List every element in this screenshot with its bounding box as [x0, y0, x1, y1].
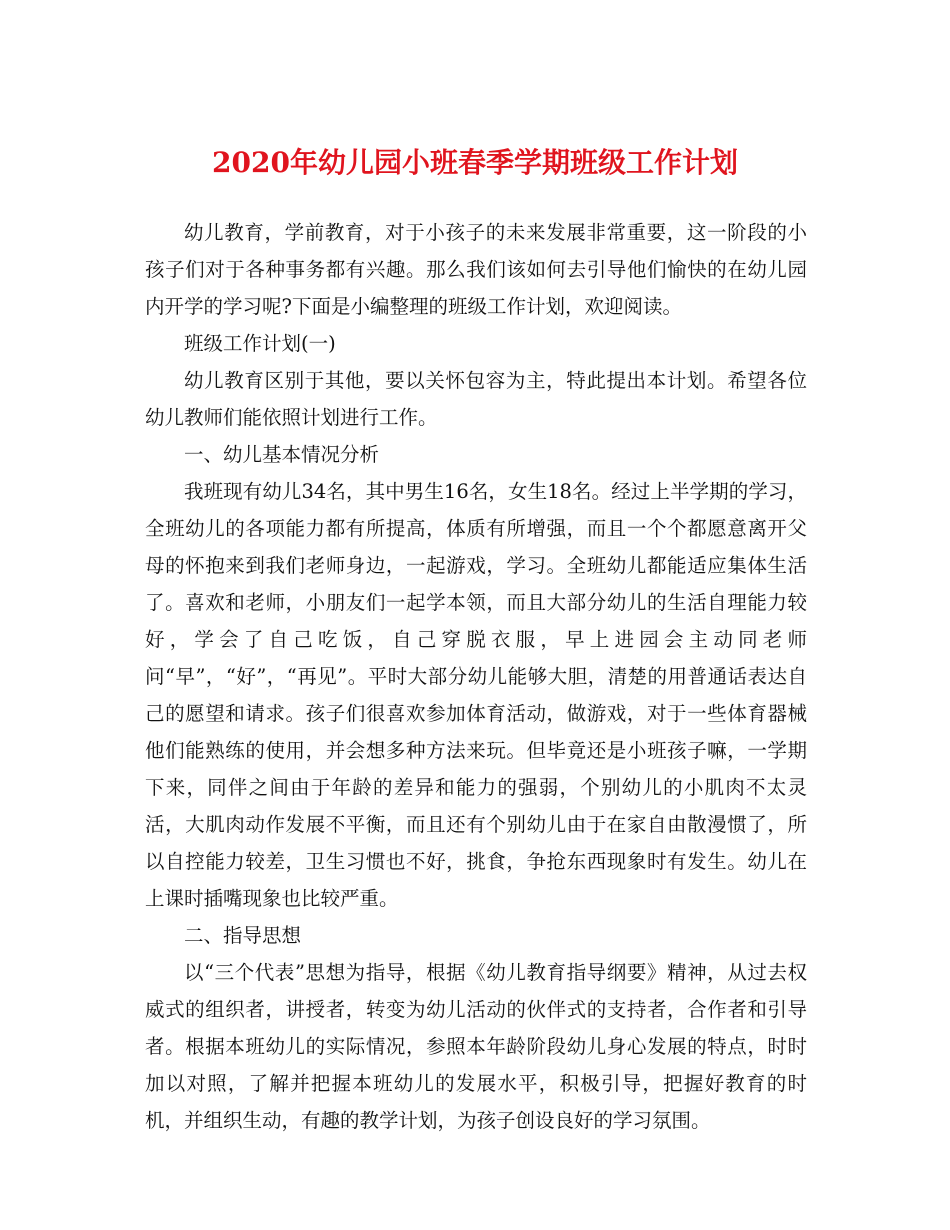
- document-title: 2020年幼儿园小班春季学期班级工作计划: [212, 146, 738, 179]
- intro-paragraph: 幼儿教育，学前教育，对于小孩子的未来发展非常重要，这一阶段的小孩子们对于各种事务都有兴趣。那么我们该如何去引导他们愉快的在幼儿园内开学的学习呢?下面是小编整理的班级工作计划，欢迎阅读。: [145, 221, 807, 318]
- section-heading-guiding-thought: 二、指导思想: [184, 924, 302, 947]
- guiding-thought-paragraph: 以“三个代表”思想为指导，根据《幼儿教育指导纲要》精神，从过去权威式的组织者，讲授者，转变为幼儿活动的伙伴式的支持者，合作者和引导者。根据本班幼儿的实际情况，参照本年龄阶段幼儿身心发展的特点，时时加以对照，了解并把握本班幼儿的发展水平，积极引导，把握好教育的时机，并组织生动，有趣的教学计划，为孩子创设良好的学习氛围。: [145, 961, 807, 1132]
- section-heading-plan-one: 班级工作计划(一): [184, 332, 336, 355]
- plan-intro-paragraph: 幼儿教育区别于其他，要以关怀包容为主，特此提出本计划。希望各位幼儿教师们能依照计划进行工作。: [145, 369, 807, 429]
- basic-analysis-paragraph: 我班现有幼儿34名，其中男生16名，女生18名。经过上半学期的学习，全班幼儿的各项能力都有所提高，体质有所增强，而且一个个都愿意离开父母的怀抱来到我们老师身边，一起游戏，学习。全班幼儿都能适应集体生活了。喜欢和老师，小朋友们一起学本领，而且大部分幼儿的生活自理能力较好，学会了自己吃饭，自己穿脱衣服，早上进园会主动同老师问“早”，“好”，“再见”。平时大部分幼儿能够大胆，清楚的用普通话表达自己的愿望和请求。孩子们很喜欢参加体育活动，做游戏，对于一些体育器械他们能熟练的使用，并会想多种方法来玩。但毕竟还是小班孩子嘛，一学期下来，同伴之间由于年龄的差异和能力的强弱，个别幼儿的小肌肉不太灵活，大肌肉动作发展不平衡，而且还有个别幼儿由于在家自由散漫惯了，所以自控能力较差，卫生习惯也不好，挑食，争抢东西现象时有发生。幼儿在上课时插嘴现象也比较严重。: [145, 480, 807, 910]
- document-body: [145, 214, 807, 1139]
- section-heading-basic-analysis: 一、幼儿基本情况分析: [184, 443, 380, 466]
